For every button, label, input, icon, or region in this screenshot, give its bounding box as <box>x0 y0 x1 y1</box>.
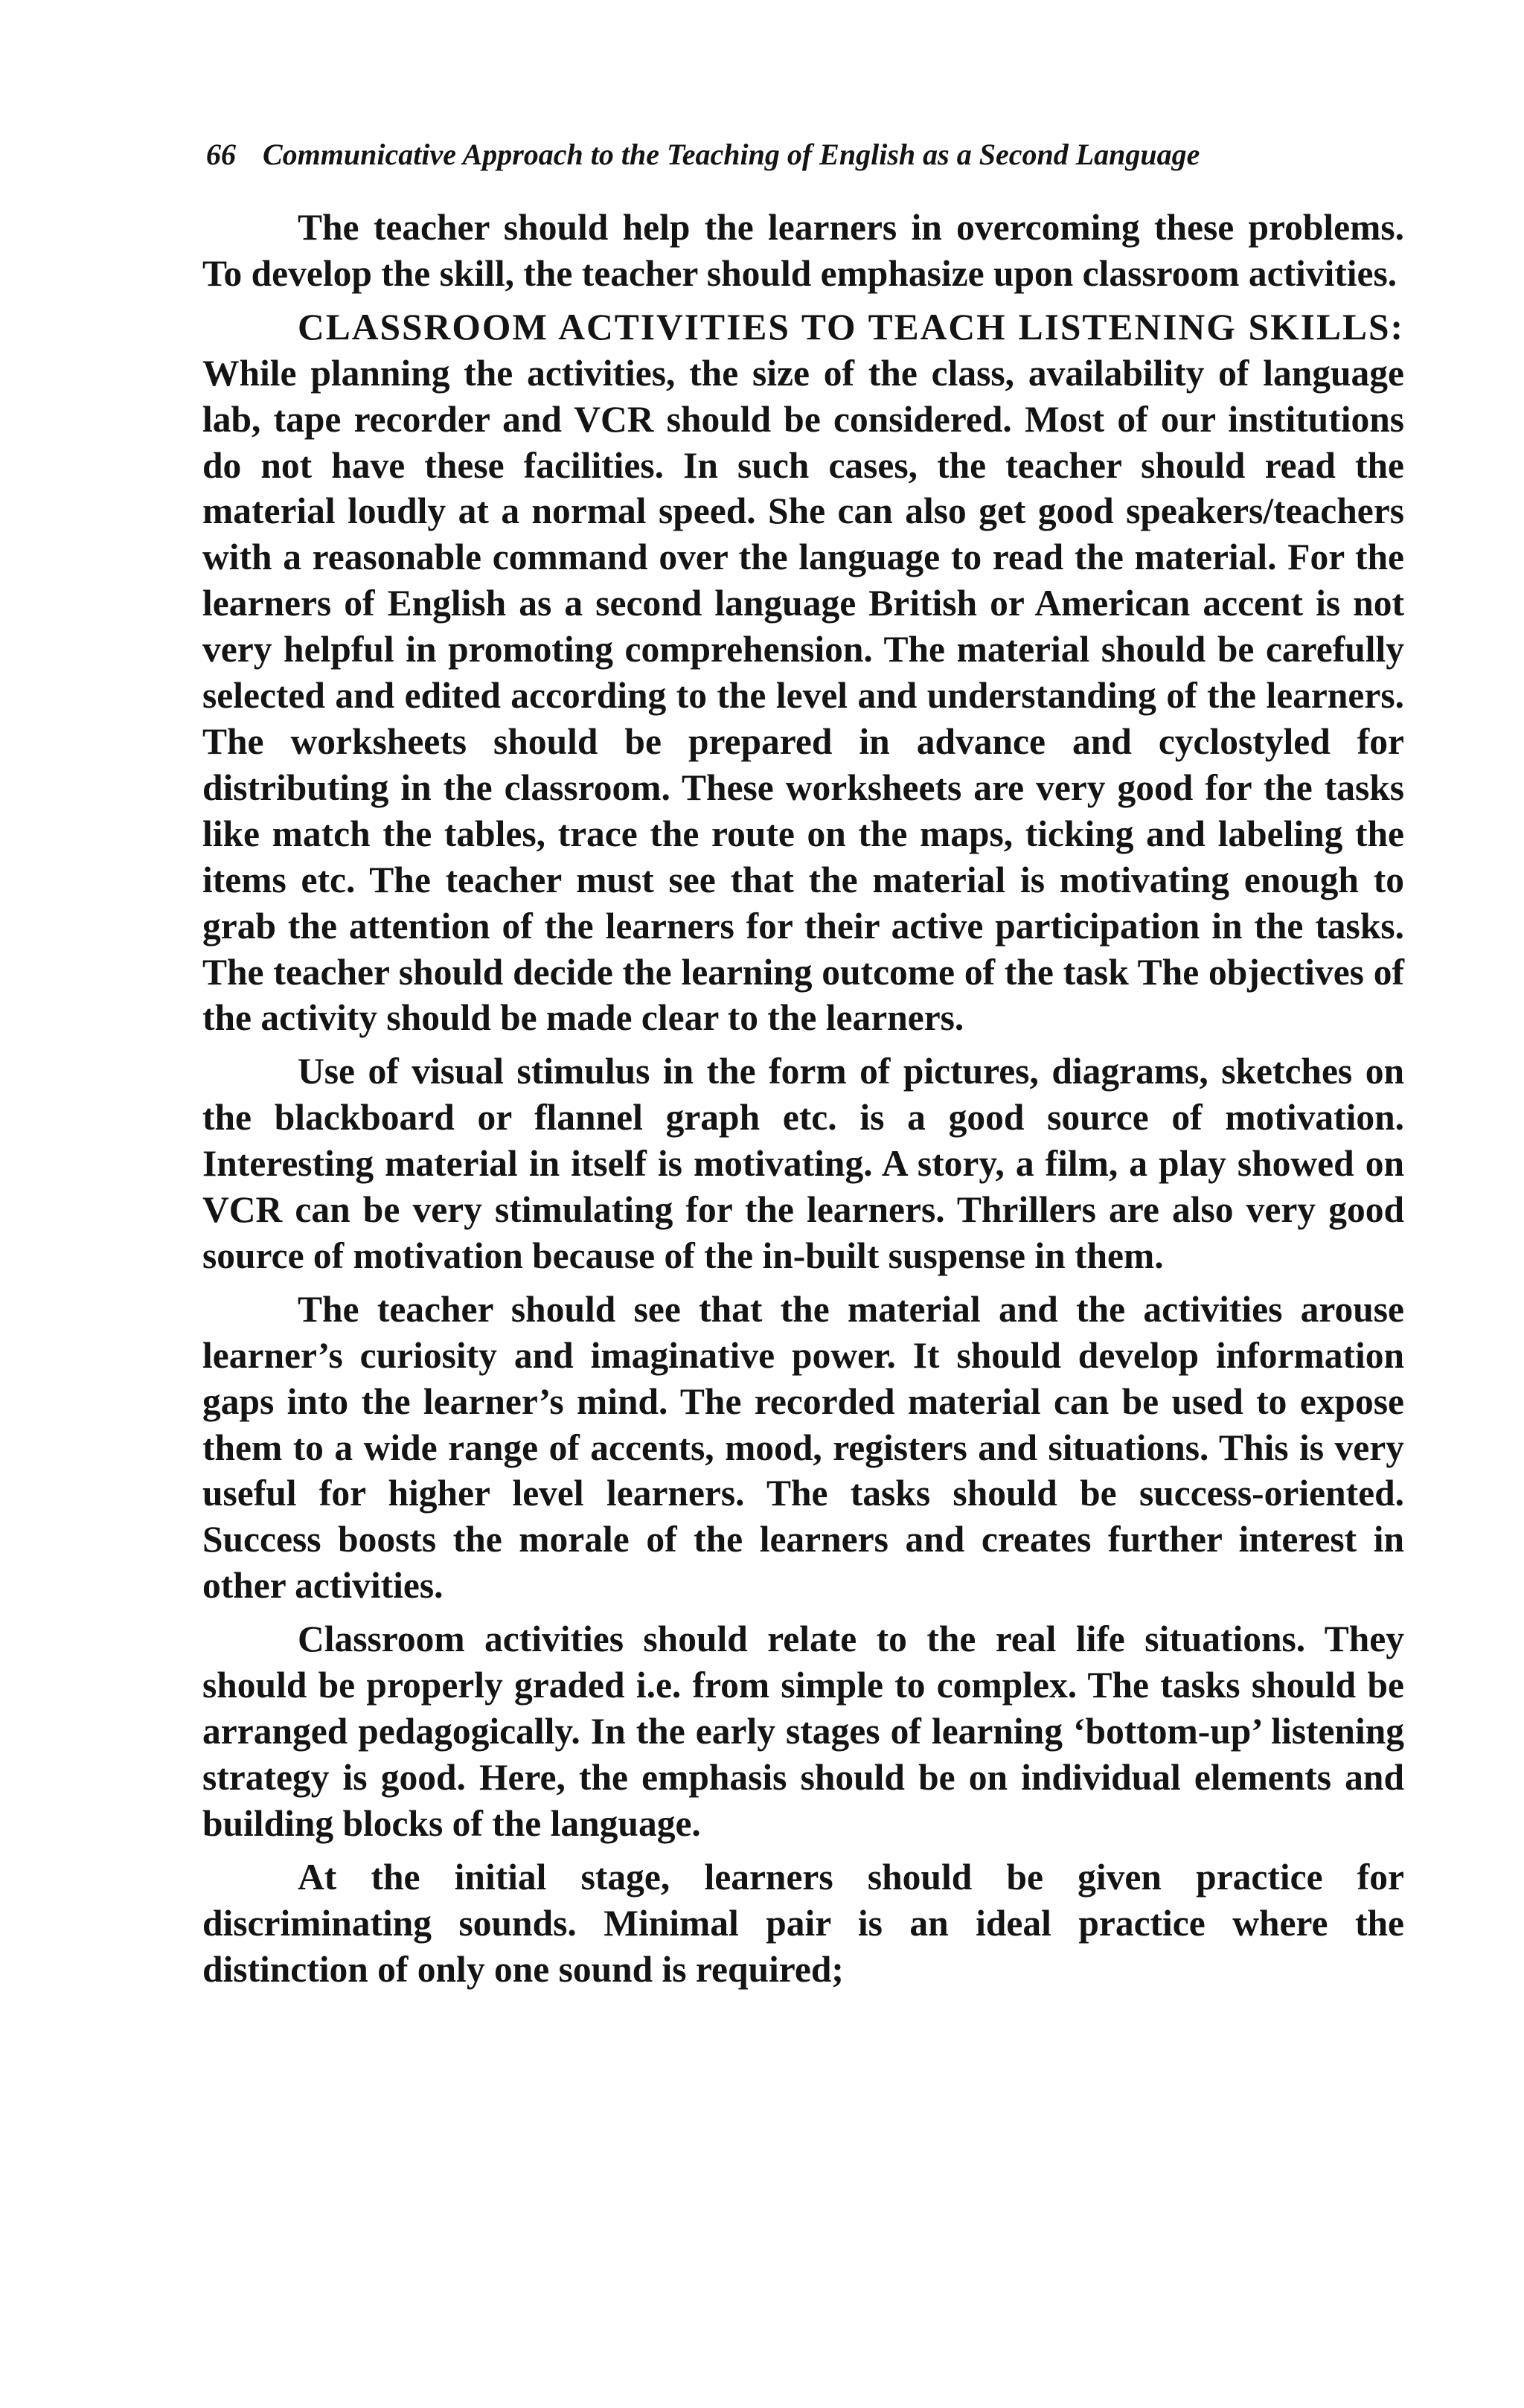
running-head <box>206 136 1397 173</box>
book-title: Communicative Approach to the Teaching of English as a Second Language <box>263 138 1200 171</box>
page-body <box>202 205 1404 1999</box>
section-heading: CLASSROOM ACTIVITIES TO TEACH LISTENING SKILLS: <box>298 306 1404 348</box>
paragraph-2-text: While planning the activities, the size of the class, availability of language lab, tape recorder and VCR should be considered. Most of our institutions do not have these facilities. In such cases, the teacher should read the material loudly at a normal speed. She can also get good speakers/teachers with a reasonable command over the language to read the material. For the learners of English as a second language British or American accent is not very helpful in promoting comprehension. The material should be carefully selected and edited according to the level and understanding of the learners. The worksheets should be prepared in advance and cyclostyled for distributing in the classroom. These worksheets are very good for the tasks like match the tables, trace the route on the maps, ticking and labeling the items etc. The teacher must see that the material is motivating enough to grab the attention of the learners for their active participation in the tasks. The teacher should decide the learning outcome of the task The objectives of the activity should be made clear to the learners. <box>202 352 1404 1039</box>
paragraph-1: The teacher should help the learners in overcoming these problems. To develop the skill, the teacher should emphasize upon classroom activities. <box>202 207 1404 294</box>
paragraph-6: At the initial stage, learners should be given practice for discriminating sounds. Minimal pair is an ideal practice where the distinction of only one sound is required; <box>202 1856 1404 1990</box>
paragraph-2 <box>202 304 1404 1042</box>
page-number: 66 <box>206 138 236 171</box>
paragraph-5: Classroom activities should relate to the real life situations. They should be properly graded i.e. from simple to complex. The tasks should be arranged pedagogically. In the early stages of learning ‘bottom-up’ listening strategy is good. Here, the emphasis should be on individual elements and building blocks of the language. <box>202 1618 1404 1844</box>
paragraph-4: The teacher should see that the material and the activities arouse learner’s curiosity and imaginative power. It should develop information gaps into the learner’s mind. The recorded material can be used to expose them to a wide range of accents, mood, registers and situations. This is very useful for higher level learners. The tasks should be success-oriented. Success boosts the morale of the learners and creates further interest in other activities. <box>202 1288 1404 1607</box>
paragraph-3: Use of visual stimulus in the form of pictures, diagrams, sketches on the blackboard or flannel graph etc. is a good source of motivation. Interesting material in itself is motivating. A story, a film, a play showed on VCR can be very stimulating for the learners. Thrillers are also very good source of motivation because of the in-built suspense in them. <box>202 1051 1404 1276</box>
